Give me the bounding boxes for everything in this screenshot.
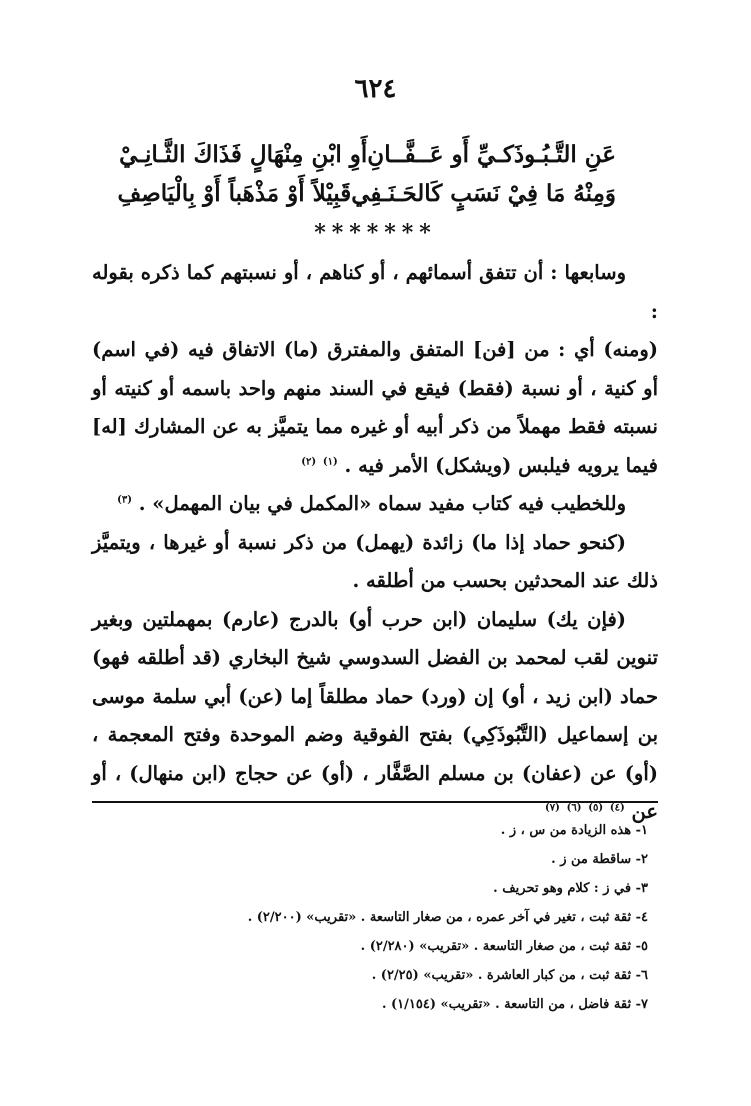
footnote-ref: (٦) (566, 802, 582, 814)
paragraph: وسابعها : أن تتفق أسمائهم ، أو كناهم ، أو نسبتهم كما ذكره بقوله : (92, 261, 658, 323)
verse-line (117, 174, 616, 213)
footnote: ١- هذه الزيادة من س ، ز . (500, 823, 648, 838)
poem (117, 135, 616, 213)
verse-left-hemistich: قَبِيْلاً أَوْ مَذْهَباً أَوْ بِالْيَاصِفِ (117, 180, 352, 207)
footnote-ref: (٥) (588, 802, 604, 814)
verse-left-hemistich: أَوِ ابْنِ مِنْهَالٍ فَذَاكَ الثَّـانِـيْ (119, 141, 368, 168)
footnote-ref: (٣) (117, 494, 132, 506)
paragraph (92, 331, 658, 485)
verse-right-hemistich: عَنِ التَّـبُـوذَكـيِّ أَو عَــفَّــانِ (367, 141, 616, 168)
body-text (92, 254, 658, 832)
footnote-ref: (٧) (544, 802, 560, 814)
footnote-divider (92, 801, 658, 803)
footnote-ref: (٢) (301, 456, 317, 467)
footnote: ٧- ثقة فاضل ، من التاسعة . «تقريب» (١/١٥٤) . (381, 997, 648, 1012)
verse-right-hemistich: وَمِنْهُ مَا فِيْ نَسَبٍ كَالحَـنَـفِي (351, 180, 616, 207)
paragraph (92, 485, 658, 524)
footnote-ref: (١) (322, 456, 338, 467)
footnote: ٢- ساقطة من ز . (551, 852, 648, 867)
footnotes (92, 816, 648, 1019)
paragraph-text: وللخطيب فيه كتاب مفيد سماه «المكمل في بيان المهمل» . (138, 492, 626, 515)
page-number: ٦٢٤ (354, 74, 397, 104)
footnote-ref: (٤) (609, 802, 625, 814)
paragraph-text: (فإن يك) سليمان (ابن حرب أو) بالدرج (عارم) بمهملتين وبغير تنوين لقب لمحمد بن الفضل السدوسي شيخ البخاري (قد أطلقه فهو) حماد (ابن زيد ، أو) إن (ورد) حماد مطلقاً إما (عن) أبي سلمة موسى بن إسماعيل (التَّبُوذَكِي) بفتح الفوقية وضم الموحدة وفتح المعجمة ، (أو) عن (عفان) بن مسلم الصَّفَّار ، (أو) عن حجاج (ابن منهال) ، أو عن (92, 607, 658, 823)
footnote: ٤- ثقة ثبت ، تغير في آخر عمره ، من صغار التاسعة . «تقريب» (٢/٢٠٠) . (247, 910, 648, 925)
footnote: ٣- في ز : كلام وهو تحريف . (493, 881, 648, 896)
verse-line (119, 135, 616, 174)
section-separator: ******* (314, 220, 437, 246)
footnote: ٦- ثقة ثبت ، من كبار العاشرة . «تقريب» (٢/٢٥) . (371, 968, 648, 983)
paragraph-text: (ومنه) أي : من [فن] المتفق والمفترق (ما) الاتفاق فيه (في اسم) أو كنية ، أو نسبة (فقط) فيقع في السند منهم واحد باسمه أو كنيته أو نسبته فقط مهملاً من ذكر أبيه أو غيره مما يتميَّز به عن المشارك [له] فيما يرويه فيلبس (ويشكل) الأمر فيه . (92, 338, 658, 477)
footnote: ٥- ثقة ثبت ، من صغار التاسعة . «تقريب» (٢/٢٨٠) . (360, 939, 648, 954)
paragraph (92, 601, 658, 832)
paragraph: (كنحو حماد إذا ما) زائدة (يهمل) من ذكر نسبة أو غيرها ، ويتميَّز ذلك عند المحدثين بحسب من أطلقه . (92, 530, 658, 592)
